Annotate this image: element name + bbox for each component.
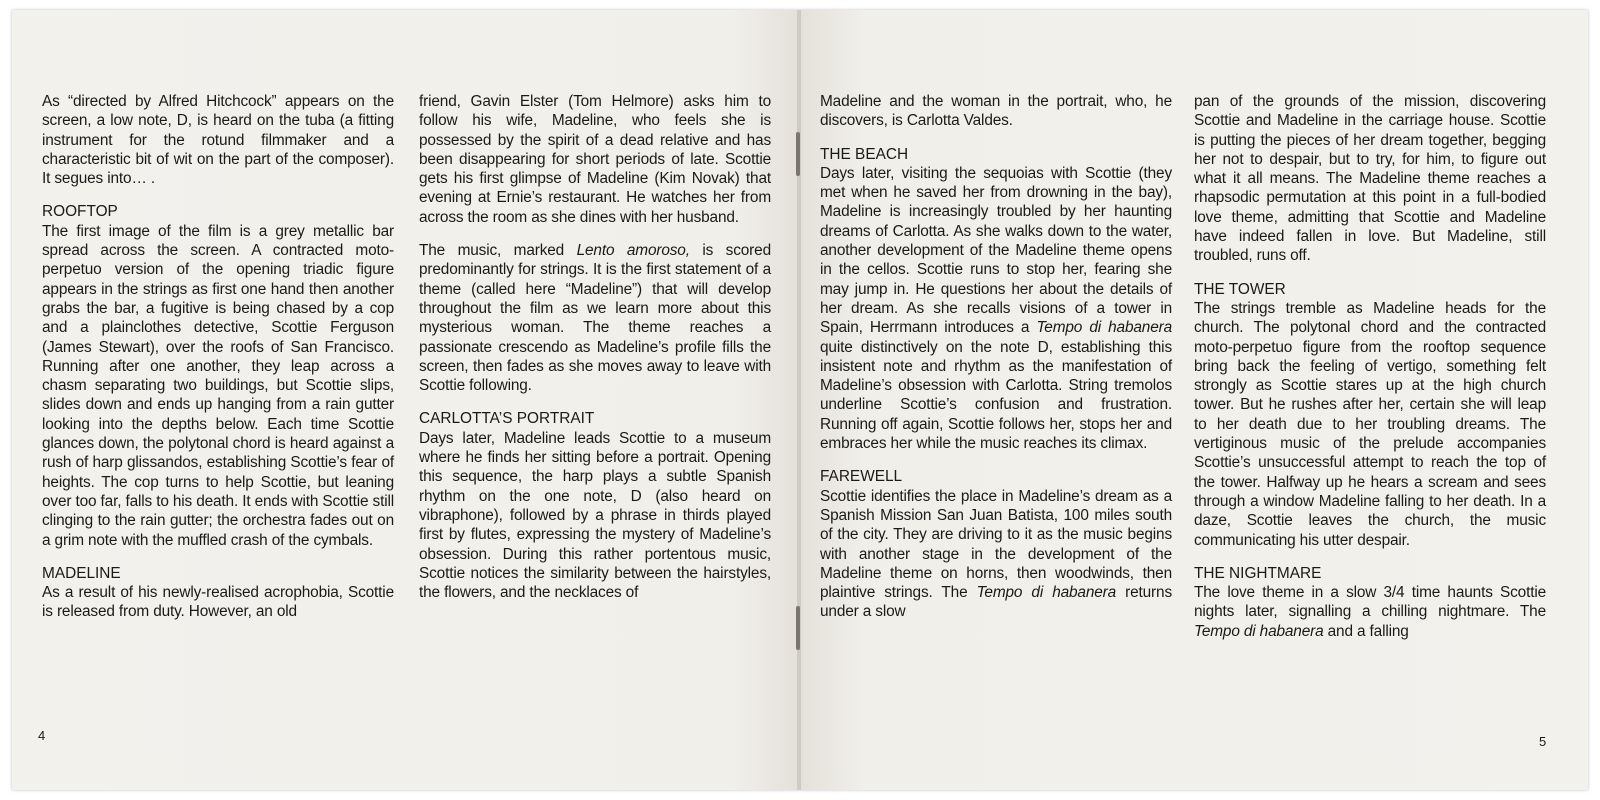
farewell-italic: Tempo di habanera [976, 584, 1117, 602]
beach-heading: THE BEACH [820, 145, 909, 163]
tower-paragraph: The strings tremble as Madeline heads for the church. The polytonal chord and the contracted moto-perpetuo figure from the rooftop sequence bring back the feeling of vertigo, something felt strongly as Scottie stares up at the high church tower. But he rushes after her, certain she will leap to her death due to her troubling dreams. The vertiginous music of the prelude accompanies Scottie’s unsuccessful attempt to reach the top of the tower. Halfway up he hears a scream and sees through a window Madeline falling to her death. In a daze, Scottie leaves the church, the music communicating his utter despair. [1194, 299, 1546, 549]
gavin-paragraph: friend, Gavin Elster (Tom Helmore) asks him to follow his wife, Madeline, who feels she is possessed by the spirit of a dead relative and has been disappearing for short periods of late. Scottie gets his first glimpse of Madeline (Kim Novak) that evening at Ernie’s restaurant. He watches her from across the room as she dines with her husband. [419, 93, 771, 226]
left-column-2 [419, 92, 771, 616]
farewell-paragraph [820, 487, 1172, 622]
lento-text-2: is scored predominantly for strings. It is the first statement of a theme (called here “Madeline”) that will develop throughout the film as we learn more about this mysterious woman. The theme reaches a passionate crescendo as Madeline’s profile fills the screen, then fades as she moves away to leave with Scottie following. [419, 242, 771, 395]
madeline-paragraph: As a result of his newly-realised acrophobia, Scottie is released from duty. However, an old [42, 584, 394, 621]
staple-bottom [796, 606, 800, 650]
right-column-2 [1194, 92, 1546, 655]
portrait-paragraph: Madeline and the woman in the portrait, who, he discovers, is Carlotta Valdes. [820, 93, 1172, 130]
mission-paragraph: pan of the grounds of the mission, discovering Scottie and Madeline in the carriage house. Scottie is putting the pieces of her dream together, begging her not to despair, but to try, for him, to figure out what it all means. The Madeline theme reaches a rhapsodic permutation at this point in a full-bodied love theme, admitting that Scottie and Madeline have indeed fallen in love. But Madeline, still troubled, runs off. [1194, 93, 1546, 265]
rooftop-paragraph: The first image of the film is a grey metallic bar spread across the screen. A contracted moto-perpetuo version of the opening triadic figure appears in the strings as first one hand then another grabs the bar, a fugitive is being chased by a cop and a plainclothes detective, Scottie Ferguson (James Stewart), over the roofs of San Francisco. Running after one another, they leap across a chasm separating two buildings, but Scottie slips, slides down and ends up hanging from a rain gutter looking into the depths below. Each time Scottie glances down, the polytonal chord is heard against a rush of harp glissandos, establishing Scottie’s fear of heights. The cop turns to help Scottie, but leaning over too far, falls to his death. It ends with Scottie still clinging to the rain gutter; the orchestra fades out on a grim note with the muffled crash of the cymbals. [42, 222, 395, 549]
rooftop-heading: ROOFTOP [42, 203, 118, 221]
page-number-right: 5 [1539, 734, 1547, 749]
madeline-heading: MADELINE [42, 564, 121, 582]
staple-top [796, 132, 800, 176]
page-number-left: 4 [38, 728, 46, 743]
beach-italic: Tempo di habanera [1036, 319, 1172, 337]
farewell-heading: FAREWELL [820, 468, 903, 486]
left-column-1 [42, 92, 394, 636]
lento-paragraph [419, 241, 771, 395]
nightmare-text-1: The love theme in a slow 3/4 time haunts Scottie nights later, signalling a chilling nightmare. The [1194, 584, 1546, 621]
nightmare-heading: THE NIGHTMARE [1194, 564, 1322, 582]
nightmare-italic: Tempo di habanera [1194, 622, 1324, 640]
tower-heading: THE TOWER [1194, 280, 1286, 298]
intro-paragraph: As “directed by Alfred Hitchcock” appears on the screen, a low note, D, is heard on the tuba (a fitting instrument for the rotund filmmaker and a characteristic bit of wit on the part of the composer). It segues into… . [42, 93, 394, 188]
carlotta-paragraph: Days later, Madeline leads Scottie to a museum where he finds her sitting before a portrait. Opening this sequence, the harp plays a subtle Spanish rhythm on the one note, D (also heard on vibraphone), followed by a phrase in thirds played first by flutes, expressing the mystery of Madeline’s obsession. During this rather portentous music, Scottie notices the similarity between the hairstyles, the flowers, and the necklaces of [419, 429, 771, 602]
nightmare-text-2: and a falling [1323, 622, 1409, 640]
farewell-text-2: returns under a slow [820, 584, 1172, 621]
beach-paragraph [820, 164, 1172, 453]
lento-italic: Lento amoroso, [576, 242, 690, 260]
right-page [801, 10, 1588, 790]
farewell-text-1: Scottie identifies the place in Madeline’s dream as a Spanish Mission San Juan Batista, 100 miles south of the city. They are driving to it as the music begins with another stage in the development of the Madeline theme on horns, then woodwinds, then plaintive strings. The [820, 487, 1172, 602]
left-page [12, 10, 797, 790]
booklet-spread [12, 10, 1588, 790]
beach-text-1: Days later, visiting the sequoias with Scottie (they met when he saved her from drowning in the bay), Madeline is increasingly troubled by her haunting dreams of Carlotta. As she walks down to the water, another development of the Madeline theme opens in the cellos. Scottie runs to stop her, fearing she may jump in. He questions her about the details of her dream. As she recalls visions of a tower in Spain, Herrmann introduces a [820, 164, 1172, 337]
carlotta-heading: CARLOTTA’S PORTRAIT [419, 410, 595, 428]
nightmare-paragraph [1194, 583, 1546, 641]
lento-text-1: The music, marked [419, 242, 577, 260]
beach-text-2: quite distinctively on the note D, establishing this insistent note and rhythm as the manifestation of Madeline’s obsession with Carlotta. String tremolos underline Scottie’s confusion and frustration. Running off again, Scottie follows her, stops her and embraces her while the music reaches its climax. [820, 338, 1172, 453]
right-column-1 [820, 92, 1172, 636]
